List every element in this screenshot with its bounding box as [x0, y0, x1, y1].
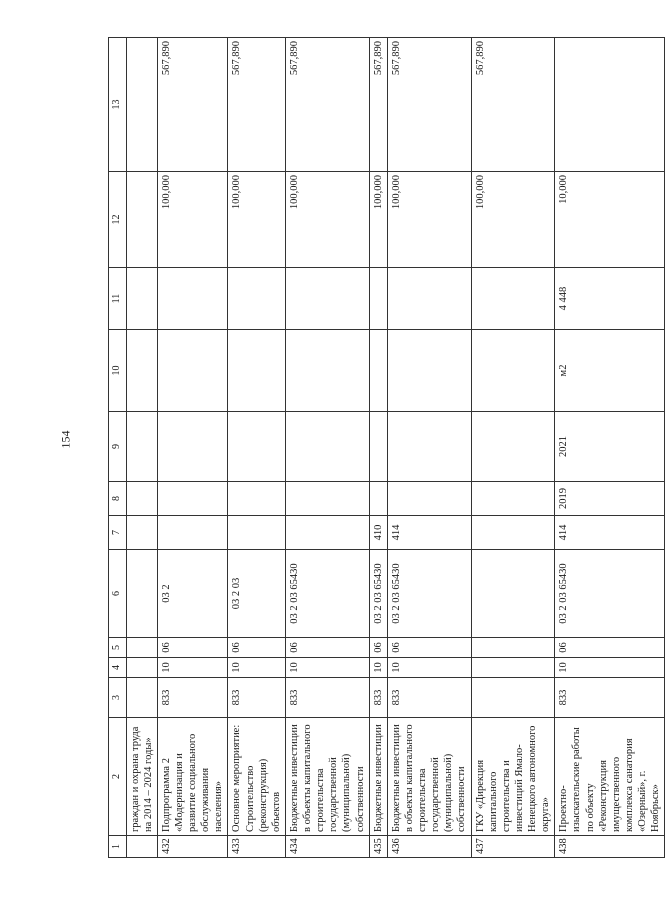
- cell-col-13: [555, 38, 665, 172]
- cell-col-6: 03 2: [157, 550, 228, 638]
- table-row: [471, 38, 555, 858]
- column-header: 9: [109, 412, 127, 482]
- cell-col-6: 03 2 03 65430: [555, 550, 665, 638]
- cell-col-9: [126, 412, 157, 482]
- cell-col-7: 410: [369, 516, 387, 550]
- cell-col-3: 833: [369, 678, 387, 718]
- cell-col-2: Основное мероприятие: Строительство (реконструкция) объектов: [228, 718, 286, 836]
- cell-col-2: ГКУ «Дирекция капитального строительства и инвестиций Ямало-Ненецкого автономного округа»: [471, 718, 555, 836]
- cell-col-6: 03 2 03: [228, 550, 286, 638]
- cell-col-1: [126, 836, 157, 858]
- cell-col-1: 438: [555, 836, 665, 858]
- cell-col-3: [126, 678, 157, 718]
- cell-col-4: 10: [157, 658, 228, 678]
- cell-col-7: [126, 516, 157, 550]
- cell-col-11: [228, 268, 286, 330]
- rotated-table-wrapper: [108, 38, 662, 858]
- cell-col-1: 435: [369, 836, 387, 858]
- cell-col-12: 100,000: [285, 172, 369, 268]
- cell-col-10: м2: [555, 330, 665, 412]
- cell-col-11: 4 448: [555, 268, 665, 330]
- table-row: [157, 38, 228, 858]
- cell-col-9: [471, 412, 555, 482]
- table-row: [126, 38, 157, 858]
- cell-col-10: [369, 330, 387, 412]
- cell-col-13: 567,890: [369, 38, 387, 172]
- cell-col-3: 833: [285, 678, 369, 718]
- cell-col-2: граждан и охрана труда на 2014 – 2024 годы»: [126, 718, 157, 836]
- cell-col-11: [471, 268, 555, 330]
- cell-col-8: [471, 482, 555, 516]
- cell-col-2: Бюджетные инвестиции в объекты капитального строительства государственной (муниципальной) собственности: [387, 718, 471, 836]
- cell-col-8: [157, 482, 228, 516]
- cell-col-2: Подпрограмма 2 «Модернизация и развитие социального обслуживания населения»: [157, 718, 228, 836]
- cell-col-8: [228, 482, 286, 516]
- cell-col-13: 567,890: [471, 38, 555, 172]
- table-row: [369, 38, 387, 858]
- cell-col-2: Бюджетные инвестиции в объекты капитального строительства государственной (муниципальной) собственности: [285, 718, 369, 836]
- cell-col-5: 06: [369, 638, 387, 658]
- cell-col-12: 100,000: [387, 172, 471, 268]
- cell-col-9: [228, 412, 286, 482]
- column-header: 7: [109, 516, 127, 550]
- cell-col-1: 434: [285, 836, 369, 858]
- header-row: [109, 38, 127, 858]
- cell-col-4: 10: [387, 658, 471, 678]
- cell-col-2: Проектно-изыскательские работы по объекту «Реконструкция имущественного комплекса санатория «Озерный», г. Ноябрьск»: [555, 718, 665, 836]
- cell-col-13: 567,890: [157, 38, 228, 172]
- cell-col-10: [228, 330, 286, 412]
- cell-col-9: [157, 412, 228, 482]
- column-header: 8: [109, 482, 127, 516]
- cell-col-11: [157, 268, 228, 330]
- cell-col-11: [387, 268, 471, 330]
- cell-col-9: [369, 412, 387, 482]
- column-header: 11: [109, 268, 127, 330]
- cell-col-5: 06: [285, 638, 369, 658]
- cell-col-13: 567,890: [228, 38, 286, 172]
- cell-col-7: [285, 516, 369, 550]
- cell-col-1: 436: [387, 836, 471, 858]
- table-row: [555, 38, 665, 858]
- column-header: 13: [109, 38, 127, 172]
- cell-col-1: 437: [471, 836, 555, 858]
- column-header: 1: [109, 836, 127, 858]
- cell-col-1: 432: [157, 836, 228, 858]
- budget-table: [108, 37, 665, 858]
- cell-col-5: 06: [157, 638, 228, 658]
- column-header: 5: [109, 638, 127, 658]
- cell-col-3: 833: [555, 678, 665, 718]
- cell-col-7: [157, 516, 228, 550]
- cell-col-4: [471, 658, 555, 678]
- cell-col-13: 567,890: [387, 38, 471, 172]
- cell-col-3: 833: [228, 678, 286, 718]
- cell-col-5: [126, 638, 157, 658]
- cell-col-4: 10: [555, 658, 665, 678]
- cell-col-11: [285, 268, 369, 330]
- cell-col-12: 100,000: [157, 172, 228, 268]
- cell-col-5: 06: [228, 638, 286, 658]
- cell-col-9: [285, 412, 369, 482]
- cell-col-4: [126, 658, 157, 678]
- cell-col-3: 833: [157, 678, 228, 718]
- cell-col-7: 414: [387, 516, 471, 550]
- cell-col-8: [387, 482, 471, 516]
- cell-col-8: 2019: [555, 482, 665, 516]
- cell-col-12: 100,000: [369, 172, 387, 268]
- cell-col-10: [387, 330, 471, 412]
- table-row: [228, 38, 286, 858]
- cell-col-4: 10: [369, 658, 387, 678]
- column-header: 10: [109, 330, 127, 412]
- cell-col-2: Бюджетные инвестиции: [369, 718, 387, 836]
- column-header: 12: [109, 172, 127, 268]
- column-header: 4: [109, 658, 127, 678]
- cell-col-10: [126, 330, 157, 412]
- cell-col-5: 06: [387, 638, 471, 658]
- cell-col-9: 2021: [555, 412, 665, 482]
- cell-col-10: [157, 330, 228, 412]
- table-row: [285, 38, 369, 858]
- column-header: 2: [109, 718, 127, 836]
- cell-col-10: [471, 330, 555, 412]
- cell-col-6: 03 2 03 65430: [285, 550, 369, 638]
- cell-col-4: 10: [285, 658, 369, 678]
- cell-col-5: [471, 638, 555, 658]
- cell-col-6: [471, 550, 555, 638]
- cell-col-13: 567,890: [285, 38, 369, 172]
- cell-col-11: [126, 268, 157, 330]
- cell-col-10: [285, 330, 369, 412]
- cell-col-3: 833: [387, 678, 471, 718]
- cell-col-12: 100,000: [471, 172, 555, 268]
- page-number: 154: [58, 430, 73, 449]
- cell-col-6: 03 2 03 65430: [369, 550, 387, 638]
- cell-col-11: [369, 268, 387, 330]
- cell-col-8: [285, 482, 369, 516]
- cell-col-13: [126, 38, 157, 172]
- cell-col-12: [126, 172, 157, 268]
- column-header: 3: [109, 678, 127, 718]
- cell-col-9: [387, 412, 471, 482]
- cell-col-6: 03 2 03 65430: [387, 550, 471, 638]
- cell-col-8: [126, 482, 157, 516]
- cell-col-12: 100,000: [228, 172, 286, 268]
- table-row: [387, 38, 471, 858]
- cell-col-6: [126, 550, 157, 638]
- cell-col-12: 10,000: [555, 172, 665, 268]
- cell-col-8: [369, 482, 387, 516]
- cell-col-7: [228, 516, 286, 550]
- cell-col-7: [471, 516, 555, 550]
- cell-col-4: 10: [228, 658, 286, 678]
- cell-col-7: 414: [555, 516, 665, 550]
- cell-col-1: 433: [228, 836, 286, 858]
- cell-col-3: [471, 678, 555, 718]
- column-header: 6: [109, 550, 127, 638]
- cell-col-5: 06: [555, 638, 665, 658]
